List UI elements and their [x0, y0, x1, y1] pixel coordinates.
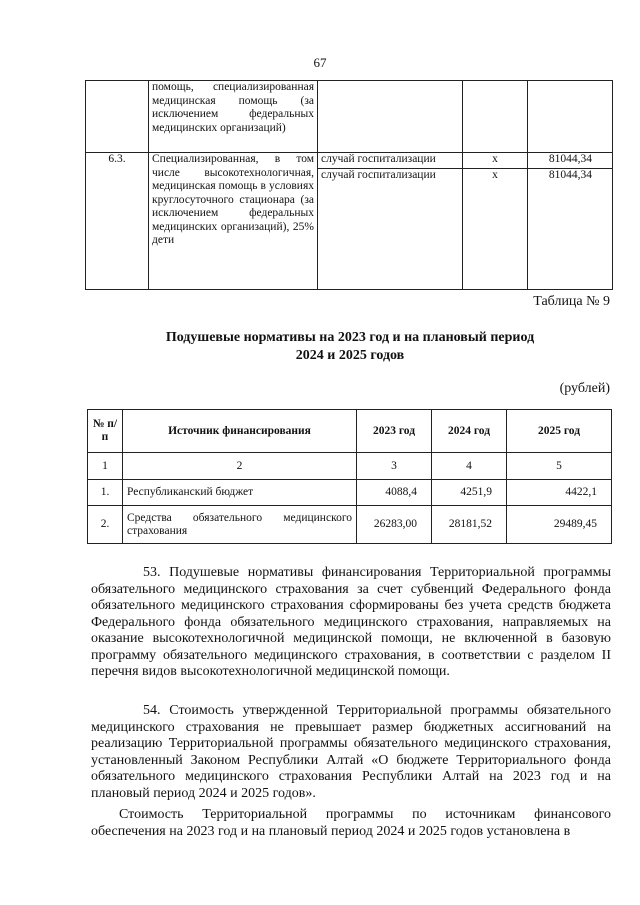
row-number: 6.3. — [86, 153, 149, 290]
row-unit: случай госпитализации — [318, 153, 463, 169]
row-x: х — [463, 169, 528, 290]
row-value: 81044,34 — [528, 169, 613, 290]
row-unit: случай госпитализации — [318, 169, 463, 290]
row-x — [463, 81, 528, 153]
index-cell: 2 — [123, 453, 357, 480]
table-row — [88, 480, 612, 506]
table-title — [0, 329, 640, 365]
index-cell: 4 — [432, 453, 507, 480]
page-number: 67 — [313, 55, 327, 70]
paragraph-54: 54. Стоимость утвержденной Территориальной программы обязательного медицинского страхования не превышает размер бюджетных ассигнований на реализацию Территориальной программы обязательного медицинского страхования, установленный Законом Республики Алтай «О бюджете Территориального фонда обязательного медицинского страхования Республики Алтай на 2023 год и на плановый период 2024 и 2025 годов». — [91, 703, 611, 801]
row-2024: 4251,9 — [432, 480, 507, 506]
row-description: помощь, специализированная медицинская помощь (за исключением федеральных медицинских организаций) — [149, 81, 318, 153]
row-2025: 4422,1 — [507, 480, 612, 506]
row-2024: 28181,52 — [432, 506, 507, 544]
header-2025: 2025 год — [507, 410, 612, 453]
table-row — [88, 506, 612, 544]
row-2023: 4088,4 — [357, 480, 432, 506]
index-row — [88, 453, 612, 480]
row-value: 81044,34 — [528, 153, 613, 169]
header-row — [88, 410, 612, 453]
row-number — [86, 81, 149, 153]
paragraph-53: 53. Подушевые нормативы финансирования Территориальной программы обязательного медицинского страхования за счет субвенций Федерального фонда обязательного медицинского страхования сформированы без учета средств бюджета Федерального фонда обязательного медицинского страхования, направляемых на оказание высокотехнологичной медицинской помощи, не включенной в базовую программу обязательного медицинского страхования, в соответствии с разделом II перечня видов высокотехнологичной медицинской помощи. — [91, 565, 611, 679]
table-row — [86, 81, 613, 153]
row-value — [528, 81, 613, 153]
table-title-line-1: Подушевые нормативы на 2023 год и на плановый период — [165, 330, 535, 345]
table-title-line-2: 2024 и 2025 годов — [295, 348, 405, 363]
index-cell: 3 — [357, 453, 432, 480]
header-2023: 2023 год — [357, 410, 432, 453]
row-unit — [318, 81, 463, 153]
row-2025: 29489,45 — [507, 506, 612, 544]
unit-note: (рублей) — [559, 381, 610, 396]
care-volume-table — [85, 80, 613, 290]
row-number: 2. — [88, 506, 123, 544]
row-x: х — [463, 153, 528, 169]
row-number: 1. — [88, 480, 123, 506]
header-2024: 2024 год — [432, 410, 507, 453]
row-2023: 26283,00 — [357, 506, 432, 544]
header-source: Источник финансирования — [123, 410, 357, 453]
row-source: Средства обязательного медицинского страхования — [123, 506, 357, 544]
paragraph-cost: Стоимость Территориальной программы по источникам финансового обеспечения на 2023 год и на плановый период 2024 и 2025 годов установлена в — [91, 807, 611, 839]
table-label: Таблица № 9 — [533, 294, 610, 309]
index-cell: 1 — [88, 453, 123, 480]
row-source: Республиканский бюджет — [123, 480, 357, 506]
per-capita-table — [87, 409, 612, 544]
header-num: № п/п — [88, 410, 123, 453]
table-row — [86, 153, 613, 169]
row-description: Специализированная, в том числе высокотехнологичная, медицинская помощь в условиях круглосуточного стационара (за исключением федеральных медицинских организаций), 25% дети — [149, 153, 318, 290]
index-cell: 5 — [507, 453, 612, 480]
